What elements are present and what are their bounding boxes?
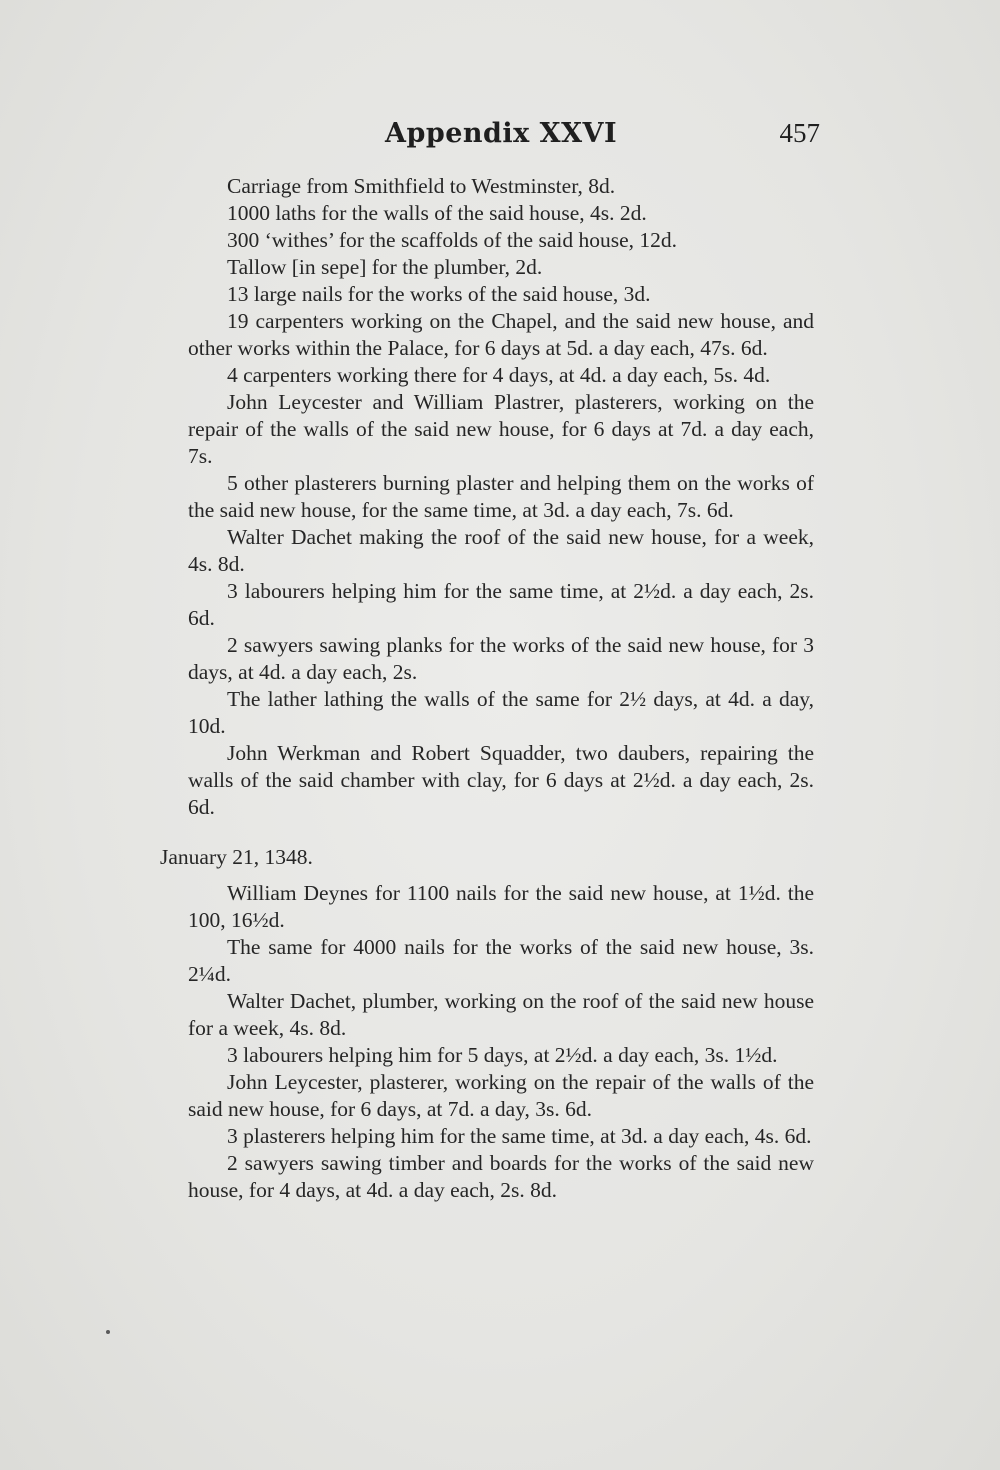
entry: Tallow [in sepe] for the plumber, 2d.: [227, 255, 543, 279]
entry: 1000 laths for the walls of the said house, 4s. 2d.: [227, 201, 647, 225]
entry: Carriage from Smithfield to Westminster, 8d.: [227, 174, 616, 198]
page-number: 457: [779, 118, 820, 148]
entry: 2 sawyers sawing planks for the works of the said new house, for 3 days, at 4d. a day each, 2s.: [188, 633, 814, 684]
entry: Walter Dachet, plumber, working on the roof of the said new house for a week, 4s. 8d.: [188, 989, 814, 1040]
entry: John Werkman and Robert Squadder, two daubers, repairing the walls of the said chamber with clay, for 6 days at 2½d. a day each, 2s. 6d.: [188, 741, 814, 819]
entry: 5 other plasterers burning plaster and helping them on the works of the said new house, for the same time, at 3d. a day each, 7s. 6d.: [188, 471, 814, 522]
page-header: [188, 118, 820, 158]
entry: Walter Dachet making the roof of the said new house, for a week, 4s. 8d.: [188, 525, 814, 576]
entry: The same for 4000 nails for the works of the said new house, 3s. 2¼d.: [188, 935, 814, 986]
entry: The lather lathing the walls of the same for 2½ days, at 4d. a day, 10d.: [188, 687, 814, 738]
entry: 300 ‘withes’ for the scaffolds of the said house, 12d.: [227, 228, 678, 252]
entry: William Deynes for 1100 nails for the said new house, at 1½d. the 100, 16½d.: [188, 881, 814, 932]
date-heading: January 21, 1348.: [160, 845, 313, 869]
entry: John Leycester, plasterer, working on the repair of the walls of the said new house, for 6 days, at 7d. a day, 3s. 6d.: [188, 1070, 814, 1121]
entry: 13 large nails for the works of the said house, 3d.: [227, 282, 651, 306]
body-text: [160, 173, 814, 1204]
entry: 3 plasterers helping him for the same time, at 3d. a day each, 4s. 6d.: [227, 1124, 812, 1148]
running-title: Appendix XXVI: [385, 118, 618, 149]
entry: 2 sawyers sawing timber and boards for the works of the said new house, for 4 days, at 4d. a day each, 2s. 8d.: [188, 1151, 814, 1202]
ink-speck: [106, 1330, 110, 1334]
entry: John Leycester and William Plastrer, plasterers, working on the repair of the walls of the said new house, for 6 days at 7d. a day each, 7s.: [188, 390, 814, 468]
entry: 4 carpenters working there for 4 days, at 4d. a day each, 5s. 4d.: [227, 363, 771, 387]
entry: 3 labourers helping him for the same time, at 2½d. a day each, 2s. 6d.: [188, 579, 814, 630]
entry: 3 labourers helping him for 5 days, at 2½d. a day each, 3s. 1½d.: [227, 1043, 778, 1067]
entry: 19 carpenters working on the Chapel, and the said new house, and other works within the Palace, for 6 days at 5d. a day each, 47s. 6d.: [188, 309, 814, 360]
